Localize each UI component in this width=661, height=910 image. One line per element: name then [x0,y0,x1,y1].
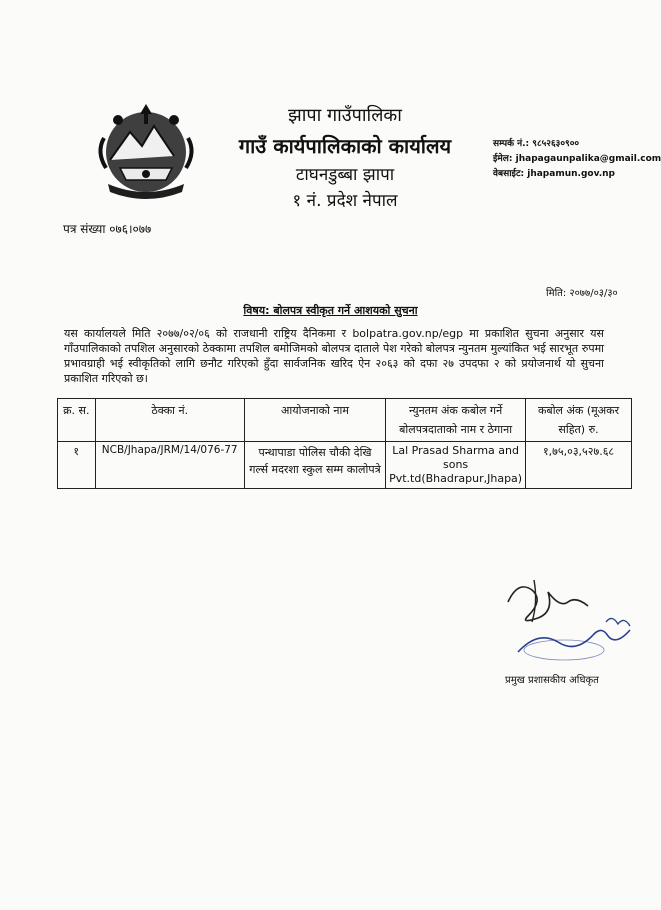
office-title: गाउँ कार्यपालिकाको कार्यालय [238,134,452,158]
notice-body: यस कार्यालयले मिति २०७७/०२/०६ को राजधानी राष्ट्रिय दैनिकमा र bolpatra.gov.np/egp मा प्रकाशित सुचना अनुसार यस गाँउपालिकाको तपशिल अनुसारको ठेक्कामा तपशिल बमोजिमको बोलपत्र दाताले पेश गरेको बोलपत्र न्युनतम मुल्यांकित भई सारभूत रुपमा प्रभावग्राही भई स्वीकृतिको लागि छनौट गरिएको हुँदा सार्वजनिक खरिद ऐन २०६३ को दफा २७ उपदफा २ को प्रयोजनार्थ यो सुचना प्रकाशित गरिएको छ। [64,327,604,385]
cell-amount: १,७५,०३,५२७.६८ [526,442,632,489]
letter-date: मिति: २०७७/०३/३० [546,288,618,299]
office-province: १ नं. प्रदेश नेपाल [292,191,398,211]
header-amount: कबोल अंक (मूअकर सहित) रु. [526,399,632,442]
subject-line [0,303,661,318]
contact-phone: सम्पर्क नं.: ९८५२६३०९०० [493,139,580,149]
table-header-row [58,399,632,442]
cell-sn: १ [58,442,96,489]
contact-email: ईमेल: jhapagaunpalika@gmail.com [493,154,661,164]
officer-title: प्रमुख प्रशासकीय अधिकृत [505,675,599,686]
header-bidder: न्युनतम अंक कबोल गर्ने बोलपत्रदाताको नाम र ठेगाना [386,399,526,442]
header-project-name: आयोजनाको नाम [244,399,385,442]
award-table [57,398,632,489]
header-contract-no: ठेक्का नं. [95,399,244,442]
cell-bidder: Lal Prasad Sharma and sons Pvt.td(Bhadrapur,Jhapa) [386,442,526,489]
letter-number: पत्र संख्या ०७६।०७७ [63,222,152,236]
government-emblem [90,98,202,202]
contact-website: वेबसाईट: jhapamun.gov.np [493,169,615,179]
signature-stamp [498,572,648,672]
office-name: झापा गाउँपालिका [288,105,402,126]
cell-project-name: पन्थापाडा पोलिस चौकी देखि गर्ल्स मदरशा स्कुल सम्म कालोपत्रे [244,442,385,489]
subject-text: विषय: बोलपत्र स्वीकृत गर्ने आशयको सुचना [243,304,418,317]
header-sn: क्र. स. [58,399,96,442]
office-address: टाघनडुब्बा झापा [295,165,395,185]
table-row [58,442,632,489]
cell-contract-no: NCB/Jhapa/JRM/14/076-77 [95,442,244,489]
